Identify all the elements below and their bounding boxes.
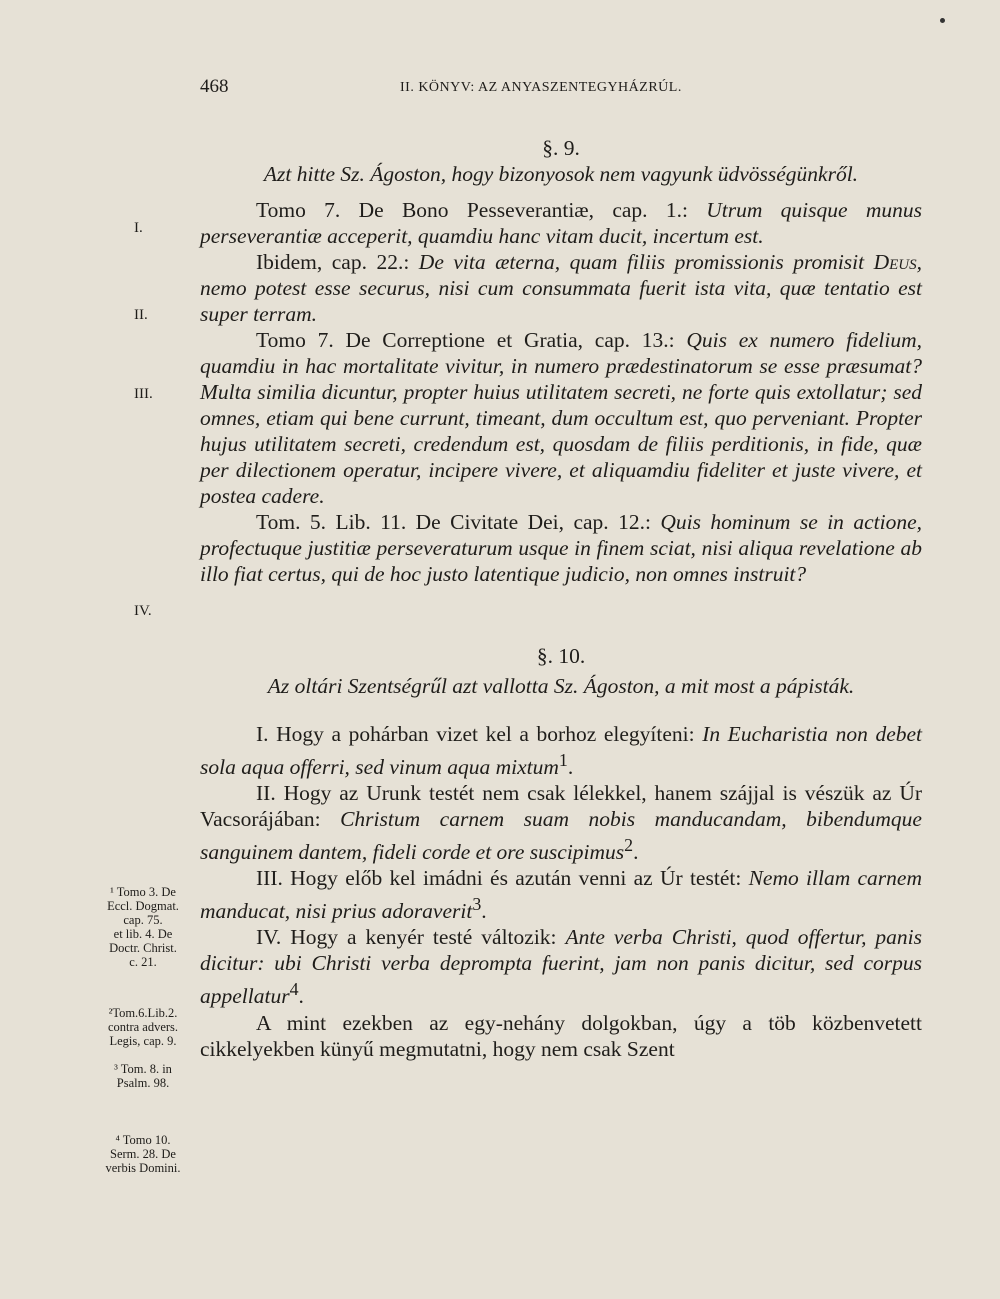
footnote-4: ⁴ Tomo 10. Serm. 28. De verbis Domini.: [105, 1133, 181, 1175]
paragraph-10-3: III. Hogy előb kel imádni és azután venni az Úr testét: Nemo illam carnem manducat, nisi prius adoraverit$^3$.: [200, 866, 922, 924]
page-number: 468: [200, 76, 229, 97]
footnote-2: ²Tom.6.Lib.2. contra advers. Legis, cap. 9.: [107, 1006, 179, 1048]
footnote-1: ¹ Tomo 3. De Eccl. Dogmat. cap. 75. et lib. 4. De Doctr. Christ. c. 21.: [107, 885, 179, 969]
margin-numeral-iv: IV.: [134, 603, 152, 619]
paragraph-10-1: I. Hogy a pohárban vizet kel a borhoz elegyíteni: In Eucharistia non debet sola aqua offerri, sed vinum aqua mixtum$^1$.: [200, 722, 922, 780]
running-head: II. KÖNYV: AZ ANYASZENTEGYHÁZRÚL.: [400, 80, 682, 95]
paragraph-ii: Ibidem, cap. 22.: De vita æterna, quam filiis promissionis promisit Deus, nemo potest esse securus, nisi cum consummata fuerit ista vita, quæ tentatio est super terram.: [200, 250, 923, 326]
margin-numeral-ii: II.: [134, 307, 148, 323]
section-9-heading: Azt hitte Sz. Ágoston, hogy bizonyosok nem vagyunk üdvösségünkről.: [263, 162, 859, 186]
paragraph-10-5: A mint ezekben az egy-nehány dolgokban, úgy a töb közbenvetett cikkelyekben künyű megmutatni, hogy nem csak Szent: [200, 1010, 922, 1061]
main-text: [200, 135, 922, 1062]
footnote-3: ³ Tom. 8. in Psalm. 98.: [114, 1062, 172, 1090]
paragraph-iii: Tomo 7. De Correptione et Gratia, cap. 13.: Quis ex numero fidelium, quamdiu in hac mortalitate vivitur, in numero prædestinatorum se esse præsumat? Multa similia dicuntur, propter huius utilitatem secreti, ne forte quis extollatur; sed omnes, etiam qui bene currunt, timeant, dum occultum est, quo perveniant. Propter hujus utilitatem secreti, credendum est, quosdam de filiis perditionis, in fide, quæ per dilectionem operatur, incipere vivere, et aliquamdiu fideliter et juste vivere, et postea cadere.: [200, 328, 922, 508]
margin-numeral-i: I.: [134, 220, 143, 236]
section-10-number: §. 10.: [536, 644, 586, 668]
paragraph-iv: Tom. 5. Lib. 11. De Civitate Dei, cap. 12.: Quis hominum se in actione, profectuque justitiæ perseveraturum usque in finem sciat, nisi aliqua revelatione ab illo fiat certus, qui de hoc justo latentique judicio, non omnes instruit?: [200, 510, 922, 586]
paragraph-10-4: IV. Hogy a kenyér testé változik: Ante verba Christi, quod offertur, panis dicitur: ubi Christi verba deprompta fuerint, jam non panis dicitur, sed corpus appellatur$^4$.: [200, 925, 922, 1009]
paragraph-i: Tomo 7. De Bono Pesseverantiæ, cap. 1.: Utrum quisque munus perseverantiæ acceperit, quamdiu hanc vitam ducit, incertum est.: [200, 198, 923, 248]
section-10-heading: Az oltári Szentségrűl azt vallotta Sz. Ágoston, a mit most a pápisták.: [267, 674, 855, 698]
ink-speck: [940, 18, 945, 23]
section-9-number: §. 9.: [542, 136, 580, 160]
margin-numeral-iii: III.: [134, 386, 153, 402]
paragraph-10-2: II. Hogy az Urunk testét nem csak lélekkel, hanem szájjal is vészük az Úr Vacsorájában: Christum carnem suam nobis manducandam, bibendumque sanguinem dantem, fideli corde et ore suscipimus$^2$.: [200, 781, 922, 865]
page-header: [200, 76, 920, 106]
